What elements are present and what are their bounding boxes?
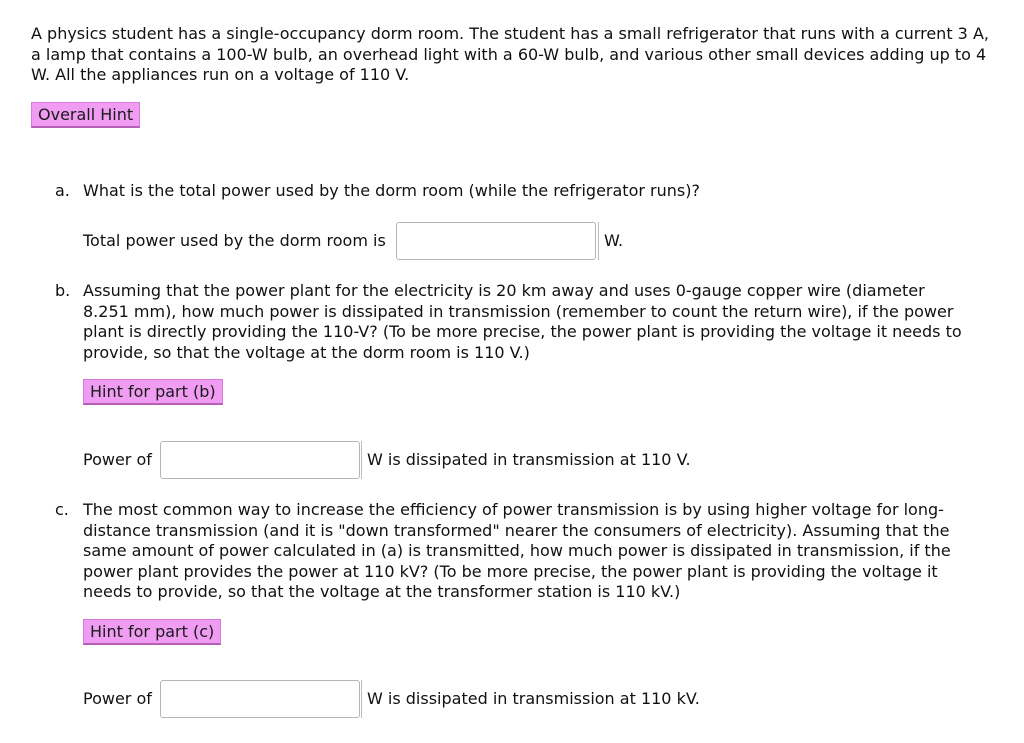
part-c-answer-suffix: W is dissipated in transmission at 110 kV. [361, 680, 700, 718]
part-b-question: Assuming that the power plant for the electricity is 20 km away and uses 0-gauge copper wire (diameter 8.251 mm), how much power is dissipated in transmission (remember to count the return wire), if the power plant is directly providing the 110-V? (To be more precise, the power plant is providing the voltage it needs to provide, so that the voltage at the dorm room is 110 V.) [83, 281, 962, 362]
part-c-answer-input[interactable] [160, 680, 360, 718]
part-c-question: The most common way to increase the efficiency of power transmission is by using higher voltage for long-distance transmission (and it is "down transformed" nearer the consumers of electricity). Assuming that the same amount of power calculated in (a) is transmitted, how much power is dissipated in transmission, if the power plant provides the power at 110 kV? (To be more precise, the power plant is providing the voltage it needs to provide, so that the voltage at the transformer station is 110 kV.) [83, 500, 951, 601]
part-c-answer-prefix: Power of [83, 689, 152, 708]
problem-intro: A physics student has a single-occupancy dorm room. The student has a small refrigerator that runs with a current 3 A, a lamp that contains a 100-W bulb, an overhead light with a 60-W bulb, and various other small devices adding up to 4 W. All the appliances run on a voltage of 110 V. [31, 24, 989, 84]
part-a-answer-prefix: Total power used by the dorm room is [83, 231, 386, 250]
part-b-answer-input[interactable] [160, 441, 360, 479]
part-b-answer-suffix: W is dissipated in transmission at 110 V. [361, 441, 691, 479]
part-a-marker: a. [55, 181, 70, 200]
part-a-answer-input[interactable] [396, 222, 596, 260]
part-c-marker: c. [55, 500, 69, 519]
part-c-hint-button[interactable]: Hint for part (c) [83, 619, 221, 645]
overall-hint-button[interactable]: Overall Hint [31, 102, 140, 128]
part-a-answer-suffix: W. [598, 222, 623, 260]
part-b-hint-button[interactable]: Hint for part (b) [83, 379, 223, 405]
part-b-marker: b. [55, 281, 71, 300]
part-b-answer-prefix: Power of [83, 450, 152, 469]
part-a-question: What is the total power used by the dorm room (while the refrigerator runs)? [83, 181, 700, 200]
